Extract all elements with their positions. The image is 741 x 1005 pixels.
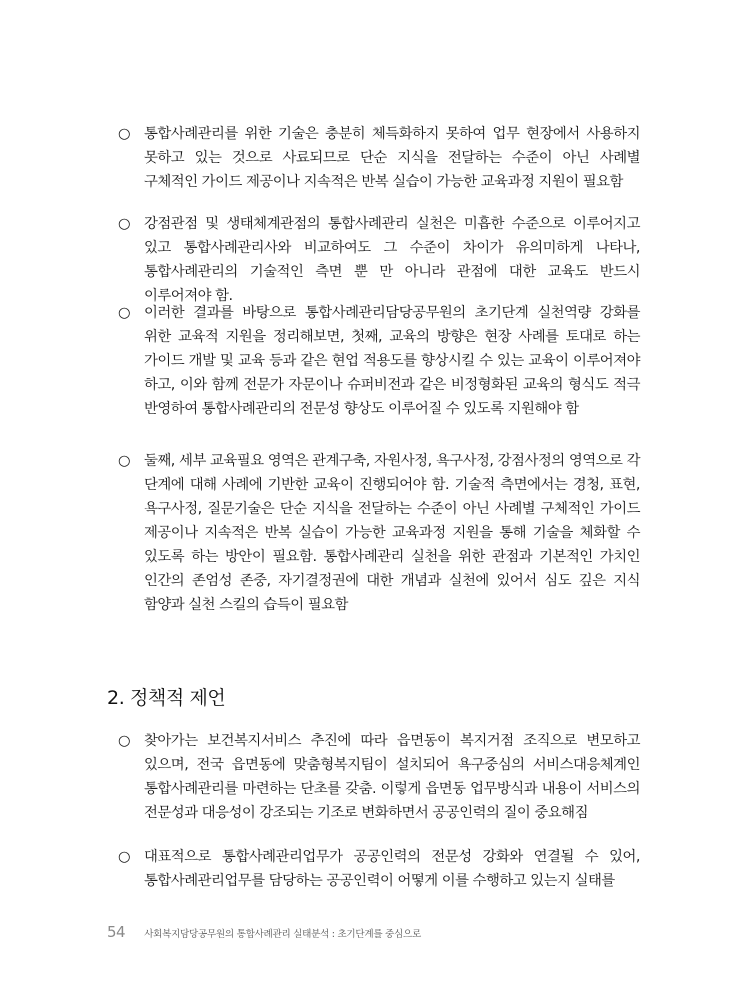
bullet-mark: ○ — [118, 849, 131, 865]
running-title: 사회복지담당공무원의 통합사례관리 실태분석 : 초기단계를 중심으로 — [144, 929, 421, 940]
bullet-mark: ○ — [118, 305, 131, 321]
bullet-paragraph-6 — [118, 845, 640, 893]
bullet-mark: ○ — [118, 126, 131, 142]
bullet-paragraph-1 — [118, 122, 640, 194]
bullet-mark: ○ — [118, 453, 131, 469]
bullet-mark: ○ — [118, 733, 131, 749]
section-heading: 2. 정책적 제언 — [107, 687, 226, 709]
bullet-text: 둘째, 세부 교육필요 영역은 관계구축, 자원사정, 욕구사정, 강점사정의 영역으로 각 단계에 대해 사례에 기반한 교육이 진행되어야 함. 기술적 측면에서는 경청, 표현, 욕구사정, 질문기술은 단순 지식을 전달하는 수준이 아닌 사례별 구체적인 가이드 제공이나 지속적은 반복 실습이 가능한 교육과정 지원을 통해 기술을 체화할 수 있도록 하는 방안이 필요함. 통합사례관리 실천을 위한 관점과 기본적인 가치인 인간의 존엄성 존중, 자기결정권에 대한 개념과 실천에 있어서 심도 깊은 지식 함양과 실천 스킬의 습득이 필요함 — [144, 453, 640, 613]
bullet-text: 이러한 결과를 바탕으로 통합사례관리담당공무원의 초기단계 실천역량 강화를 위한 교육적 지원을 정리해보면, 첫째, 교육의 방향은 현장 사례를 토대로 하는 가이드 개발 및 교육 등과 같은 현업 적용도를 향상시킬 수 있는 교육이 이루어져야 하고, 이와 함께 전문가 자문이나 슈퍼비전과 같은 비정형화된 교육의 형식도 적극 반영하여 통합사례관리의 전문성 향상도 이루어질 수 있도록 지원해야 함 — [144, 305, 640, 417]
bullet-text: 통합사례관리를 위한 기술은 충분히 체득화하지 못하여 업무 현장에서 사용하지 못하고 있는 것으로 사료되므로 단순 지식을 전달하는 수준이 아닌 사례별 구체적인 가이드 제공이나 지속적은 반복 실습이 가능한 교육과정 지원이 필요함 — [144, 126, 640, 190]
bullet-paragraph-4 — [118, 449, 640, 617]
bullet-text: 대표적으로 통합사례관리업무가 공공인력의 전문성 강화와 연결될 수 있어, 통합사례관리업무를 담당하는 공공인력이 어떻게 이를 수행하고 있는지 실태를 — [144, 849, 640, 889]
bullet-paragraph-5 — [118, 729, 640, 825]
page-footer — [107, 922, 421, 941]
bullet-text: 찾아가는 보건복지서비스 추진에 따라 읍면동이 복지거점 조직으로 변모하고 있으며, 전국 읍면동에 맞춤형복지팀이 설치되어 욕구중심의 서비스대응체계인 통합사례관리를 마련하는 단초를 갖춤. 이렇게 읍면동 업무방식과 내용이 서비스의 전문성과 대응성이 강조되는 기조로 변화하면서 공공인력의 질이 중요해짐 — [144, 733, 640, 821]
bullet-paragraph-2 — [118, 212, 640, 308]
page-number: 54 — [107, 923, 126, 941]
bullet-text: 강점관점 및 생태체계관점의 통합사례관리 실천은 미흡한 수준으로 이루어지고 있고 통합사례관리사와 비교하여도 그 수준이 차이가 유의미하게 나타나, 통합사례관리의 기술적인 측면 뿐 만 아니라 관점에 대한 교육도 반드시 이루어져야 함. — [144, 216, 640, 304]
bullet-paragraph-3 — [118, 301, 640, 421]
bullet-mark: ○ — [118, 216, 131, 232]
